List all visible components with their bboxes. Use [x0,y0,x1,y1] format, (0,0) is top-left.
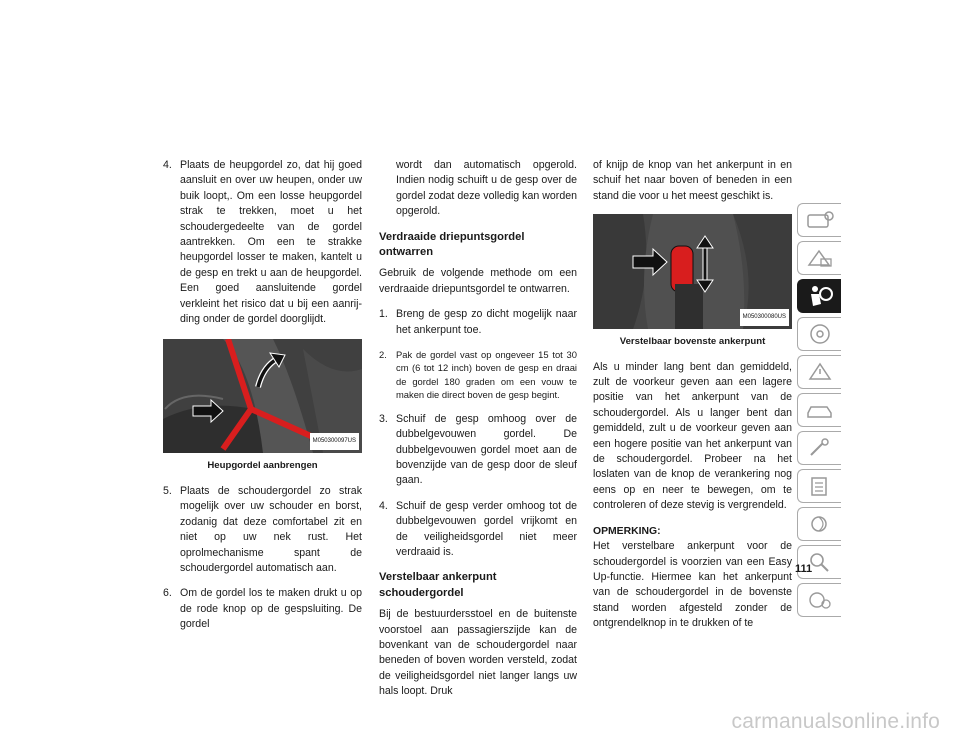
list-number: 4. [163,159,172,171]
tab-dashboard[interactable] [797,203,841,237]
step-2 [379,348,577,402]
car-service-icon [805,399,835,421]
tab-specifications[interactable] [797,469,841,503]
figure-upper-anchor [593,214,792,329]
list-item-4 [163,158,362,327]
figure-lap-belt [163,339,362,453]
dashboard-icon [805,209,835,231]
figure-caption: Verstelbaar bovenste ankerpunt [619,336,766,348]
specifications-icon [805,475,835,497]
warning-lights-icon [805,361,835,383]
step-number: 3. [379,412,388,425]
page-number: 111 [795,563,813,575]
list-text: Om de gordel los te maken drukt u op de rode knop op de gespsluiting. De gordel [180,587,362,631]
intro-paragraph: Gebruik de volgende methode om een verdraaide driepuntsgordel te ontwarren. [379,267,577,295]
chapter-tabs [797,203,841,621]
step-number: 2. [379,349,387,361]
list-number: 6. [163,587,172,600]
anchor-paragraph: Bij de bestuurdersstoel en de buitenste voorstoel aan passagierszijde kan de bovenkant van de schoudergordel naar beneden of boven worden versteld, zodat de veiligheidsgordel niet langer langs uw hals loopt. Druk [379,608,577,698]
airbag-safety-icon [805,284,835,308]
step-number: 4. [379,499,388,512]
list-item-6-continued: wordt dan automatisch opgerold. Indien nodig schuift u de gesp over de gordel zodat deze volledig kan worden opgerold. [396,159,577,218]
tab-warnings[interactable] [797,355,841,389]
list-item-6 [163,586,362,632]
figure-caption: Heupgordel aanbrengen [207,460,318,472]
step-3 [379,412,577,489]
tab-maintenance[interactable] [797,431,841,465]
tab-driving[interactable] [797,317,841,351]
list-text: Plaats de heupgordel zo, dat hij goed aansluit en over uw heupen, onder uw buik loopt,. Om een losse heupgordel strak te trekken, moet u het schoudergedeelte van de gordel aantrekken. Om een te strakke heupgordel losser te maken, kantelt u de gesp en trekt u aan de heupgordel. Een goed aansluitende gordel verkleint het risico dat u bij een aanrijding onder de gordel doorglijdt. [180,159,362,326]
list-number: 5. [163,484,172,497]
section-heading-untwist: Verdraaide driepuntsgordel ontwarren [379,230,525,259]
anchor-paragraph-continued: of knijp de knop van het ankerpunt in en schuif het naar boven of beneden in een stand die voor u het meest geschikt is. [593,159,792,202]
list-item-5 [163,484,362,576]
language-settings-icon [805,589,835,611]
column-3 [593,158,792,632]
list-text: Plaats de schoudergordel zo strak mogelijk over uw schouder en borst, zodanig dat deze comfortabel zit en niet op uw nek rust. Het oprolmechanisme spant de schoudergordel automatisch aan. [180,484,362,574]
note [593,524,792,632]
watermark: carmanualsonline.info [731,710,940,733]
section-heading-anchor: Verstelbaar ankerpunt schoudergordel [379,571,497,599]
note-text: Het verstelbare ankerpunt voor de schoudergordel is voorzien van een Easy Up-functie. Hiermee kan het ankerpunt van de schoudergordel in de bovenste stand worden afgesteld zonder de ontgrendelknop in te drukken of te [593,540,792,630]
tab-language[interactable] [797,583,841,617]
multimedia-icon [805,513,835,535]
steering-wheel-icon [805,323,835,345]
column-1 [163,158,362,643]
step-number: 1. [379,308,388,321]
tab-safety[interactable] [797,279,841,313]
note-label: OPMERKING: [593,525,661,537]
step-text: Breng de gesp zo dicht mogelijk naar het ankerpunt toe. [396,308,577,336]
step-4 [379,499,577,561]
controls-icon [805,247,835,269]
step-text: Schuif de gesp verder omhoog tot de dubbelgevouwen gordel vrijkomt en de veiligheidsgordel niet meer verdraaid is. [396,499,577,558]
step-1 [379,307,577,338]
maintenance-icon [805,437,835,459]
figure-code: M050300080US [740,309,789,326]
step-text: Schuif de gesp omhoog over de dubbelgevouwen gordel. De dubbelgevouwen gordel moet aan de bovenzijde van de gesp door de sleuf gaan. [396,412,577,487]
figure-code: M050300097US [310,433,359,450]
height-paragraph: Als u minder lang bent dan gemiddeld, zult de voorkeur geven aan een lagere positie van het ankerpunt van de schoudergordel. Als u langer bent dan gemiddeld, zult u de voorkeur geven aan een hogere positie van het ankerpunt van de schoudergordel. Probeer na het loslaten van de knop de verankering nog eens op en neer te bewegen, om te controleren of deze stevig is vergrendeld. [593,360,792,512]
tab-controls[interactable] [797,241,841,275]
tab-service[interactable] [797,393,841,427]
column-2 [379,158,577,710]
tab-multimedia[interactable] [797,507,841,541]
step-text: Pak de gordel vast op ongeveer 15 tot 30 cm (6 tot 12 inch) boven de gesp en draai de gordel 180 graden om een vouw te maken die direct boven de gesp begint. [396,349,577,401]
